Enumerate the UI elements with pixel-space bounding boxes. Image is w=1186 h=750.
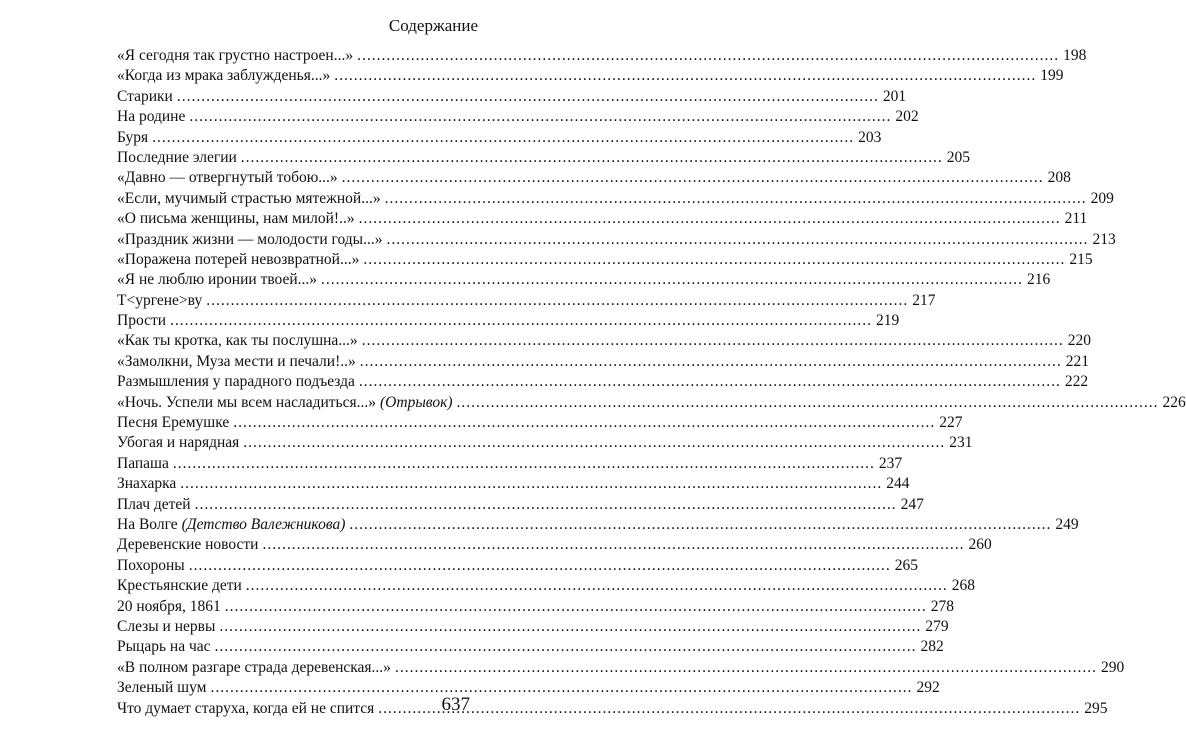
- dot-leader: [321, 270, 1023, 290]
- toc-entry-title: «В полном разгаре страда деревенская...»: [117, 658, 391, 676]
- toc-entry: [117, 658, 1125, 678]
- toc-entry-title: «Как ты кротка, как ты послушна...»: [117, 332, 358, 350]
- toc-entry-page: 201: [882, 87, 907, 105]
- toc-entry-title: На родине: [117, 108, 186, 126]
- toc-entry-page: 221: [1065, 352, 1089, 370]
- dot-leader: [362, 331, 1064, 351]
- toc-entry: [117, 87, 907, 107]
- toc-entry-page: 215: [1069, 250, 1093, 268]
- toc-entry-page: 219: [876, 312, 900, 330]
- toc-entry-title: Прости: [117, 312, 167, 330]
- dot-leader: [241, 148, 943, 168]
- dot-leader: [457, 393, 1159, 413]
- dot-leader: [349, 515, 1051, 535]
- toc-entry-title: «О письма женщины, нам милой!..»: [117, 210, 355, 228]
- toc-entry-title: Песня Еремушке: [117, 414, 230, 432]
- toc-entry: [117, 46, 1087, 66]
- table-of-contents: [117, 46, 1186, 719]
- dot-leader: [233, 413, 935, 433]
- toc-entry-title: Т<ургене>ву: [117, 291, 203, 309]
- toc-entry: [117, 576, 976, 596]
- dot-leader: [359, 372, 1061, 392]
- toc-entry: [117, 678, 940, 698]
- toc-entry: [117, 270, 1051, 290]
- toc-entry-title: «Если, мучимый страстью мятежной...»: [117, 189, 381, 207]
- dot-leader: [219, 617, 921, 637]
- toc-entry-title: 20 ноября, 1861: [117, 597, 221, 615]
- toc-entry: [117, 597, 955, 617]
- toc-entry-page: 199: [1040, 67, 1064, 85]
- toc-entry: [117, 474, 910, 494]
- toc-entry: [117, 230, 1116, 250]
- toc-entry: [117, 372, 1089, 392]
- dot-leader: [363, 250, 1065, 270]
- dot-leader: [243, 433, 945, 453]
- toc-entry-page: 292: [916, 679, 940, 697]
- toc-entry-title: Буря: [117, 128, 149, 146]
- dot-leader: [359, 209, 1061, 229]
- toc-entry-page: 205: [946, 148, 971, 166]
- dot-leader: [152, 128, 854, 148]
- toc-entry-page: 213: [1092, 230, 1116, 248]
- toc-entry-title: Размышления у парадного подъезда: [117, 373, 355, 391]
- toc-entry: [117, 311, 900, 331]
- toc-entry-title: «Я не люблю иронии твоей...»: [117, 271, 318, 289]
- toc-entry-page: 265: [894, 556, 918, 574]
- toc-entry: [117, 148, 971, 168]
- toc-entry-page: 216: [1027, 271, 1051, 289]
- toc-entry: [117, 393, 1186, 413]
- dot-leader: [215, 637, 917, 657]
- toc-entry: [117, 454, 903, 474]
- toc-entry-page: 278: [930, 597, 955, 615]
- toc-entry-page: 203: [858, 128, 882, 146]
- toc-entry-title: «Ночь. Успели мы всем насладиться...» (Отрывок): [117, 393, 453, 411]
- toc-entry-page: 220: [1067, 332, 1091, 350]
- dot-leader: [180, 474, 882, 494]
- toc-entry: [117, 433, 973, 453]
- toc-entry-title: «Замолкни, Муза мести и печали!..»: [117, 352, 356, 370]
- toc-entry-title: Знахарка: [117, 475, 177, 493]
- dot-leader: [206, 291, 908, 311]
- toc-entry-title: «Когда из мрака заблужденья...»: [117, 67, 331, 85]
- toc-entry-title: «Давно — отвергнутый тобою...»: [117, 169, 338, 187]
- dot-leader: [386, 230, 1088, 250]
- toc-entry-subtitle: (Детство Валежникова): [181, 515, 346, 533]
- toc-entry-title: «Я сегодня так грустно настроен...»: [117, 47, 354, 64]
- toc-entry-title: Старики: [117, 87, 173, 105]
- toc-entry-title: Последние элегии: [117, 148, 237, 166]
- toc-entry-title: Похороны: [117, 556, 185, 574]
- dot-leader: [246, 576, 948, 596]
- toc-entry: [117, 495, 924, 515]
- dot-leader: [210, 678, 912, 698]
- toc-entry: [117, 291, 936, 311]
- dot-leader: [360, 352, 1062, 372]
- toc-entry-title: На Волге (Детство Валежникова): [117, 515, 346, 533]
- toc-entry-title: Плач детей: [117, 495, 191, 513]
- toc-entry: [117, 556, 918, 576]
- toc-entry-page: 247: [900, 495, 924, 513]
- toc-entry: [117, 128, 882, 148]
- toc-entry: [117, 699, 1108, 719]
- toc-entry-page: 198: [1063, 47, 1087, 64]
- toc-entry-title: «Поражена потерей невозвратной...»: [117, 250, 360, 268]
- toc-entry-page: 227: [939, 414, 963, 432]
- toc-entry-page: 249: [1055, 515, 1079, 533]
- dot-leader: [189, 107, 891, 127]
- toc-entry: [117, 168, 1071, 188]
- toc-entry: [117, 515, 1079, 535]
- toc-entry-page: 282: [920, 638, 944, 656]
- toc-entry: [117, 209, 1088, 229]
- toc-entry: [117, 413, 963, 433]
- toc-entry-title: Зеленый шум: [117, 679, 207, 697]
- toc-entry-page: 237: [878, 454, 903, 472]
- toc-entry: [117, 637, 944, 657]
- toc-entry-title: Деревенские новости: [117, 536, 259, 554]
- dot-leader: [170, 311, 872, 331]
- page-number: 637: [441, 694, 470, 715]
- toc-entry: [117, 331, 1091, 351]
- toc-entry: [117, 189, 1114, 209]
- toc-entry-page: 260: [968, 536, 992, 554]
- toc-entry: [117, 107, 919, 127]
- toc-entry-page: 208: [1047, 169, 1071, 187]
- toc-entry-title: Убогая и нарядная: [117, 434, 240, 452]
- dot-leader: [395, 658, 1097, 678]
- toc-entry-page: 290: [1100, 658, 1125, 676]
- toc-entry-page: 231: [949, 434, 973, 452]
- dot-leader: [378, 699, 1080, 719]
- toc-entry-title: «Праздник жизни — молодости годы...»: [117, 230, 383, 248]
- toc-entry: [117, 352, 1089, 372]
- toc-entry: [117, 250, 1093, 270]
- toc-entry-title: Папаша: [117, 454, 169, 472]
- toc-entry-page: 202: [895, 108, 919, 126]
- toc-entry-title: Слезы и нервы: [117, 617, 216, 635]
- dot-leader: [195, 495, 897, 515]
- running-header: Содержание: [388, 16, 478, 35]
- dot-leader: [357, 46, 1059, 66]
- dot-leader: [173, 454, 875, 474]
- dot-leader: [334, 66, 1036, 86]
- toc-entry-title: Рыцарь на час: [117, 638, 211, 656]
- dot-leader: [177, 87, 879, 107]
- toc-entry-page: 217: [912, 291, 936, 309]
- toc-entry-page: 268: [951, 577, 976, 595]
- toc-entry: [117, 535, 992, 555]
- dot-leader: [385, 189, 1087, 209]
- toc-entry-page: 226: [1162, 393, 1186, 411]
- toc-entry-page: 295: [1084, 699, 1108, 717]
- dot-leader: [262, 535, 964, 555]
- toc-entry-subtitle: (Отрывок): [380, 393, 453, 411]
- toc-entry: [117, 66, 1064, 86]
- toc-entry-title: Крестьянские дети: [117, 577, 242, 595]
- toc-entry-page: 211: [1064, 210, 1088, 228]
- dot-leader: [225, 597, 927, 617]
- toc-entry-title: Что думает старуха, когда ей не спится: [117, 699, 375, 717]
- dot-leader: [342, 168, 1044, 188]
- toc-entry-page: 222: [1064, 373, 1089, 391]
- toc-entry: [117, 617, 949, 637]
- dot-leader: [189, 556, 891, 576]
- toc-entry-page: 209: [1090, 189, 1114, 207]
- toc-entry-page: 279: [925, 617, 949, 635]
- toc-entry-page: 244: [886, 475, 910, 493]
